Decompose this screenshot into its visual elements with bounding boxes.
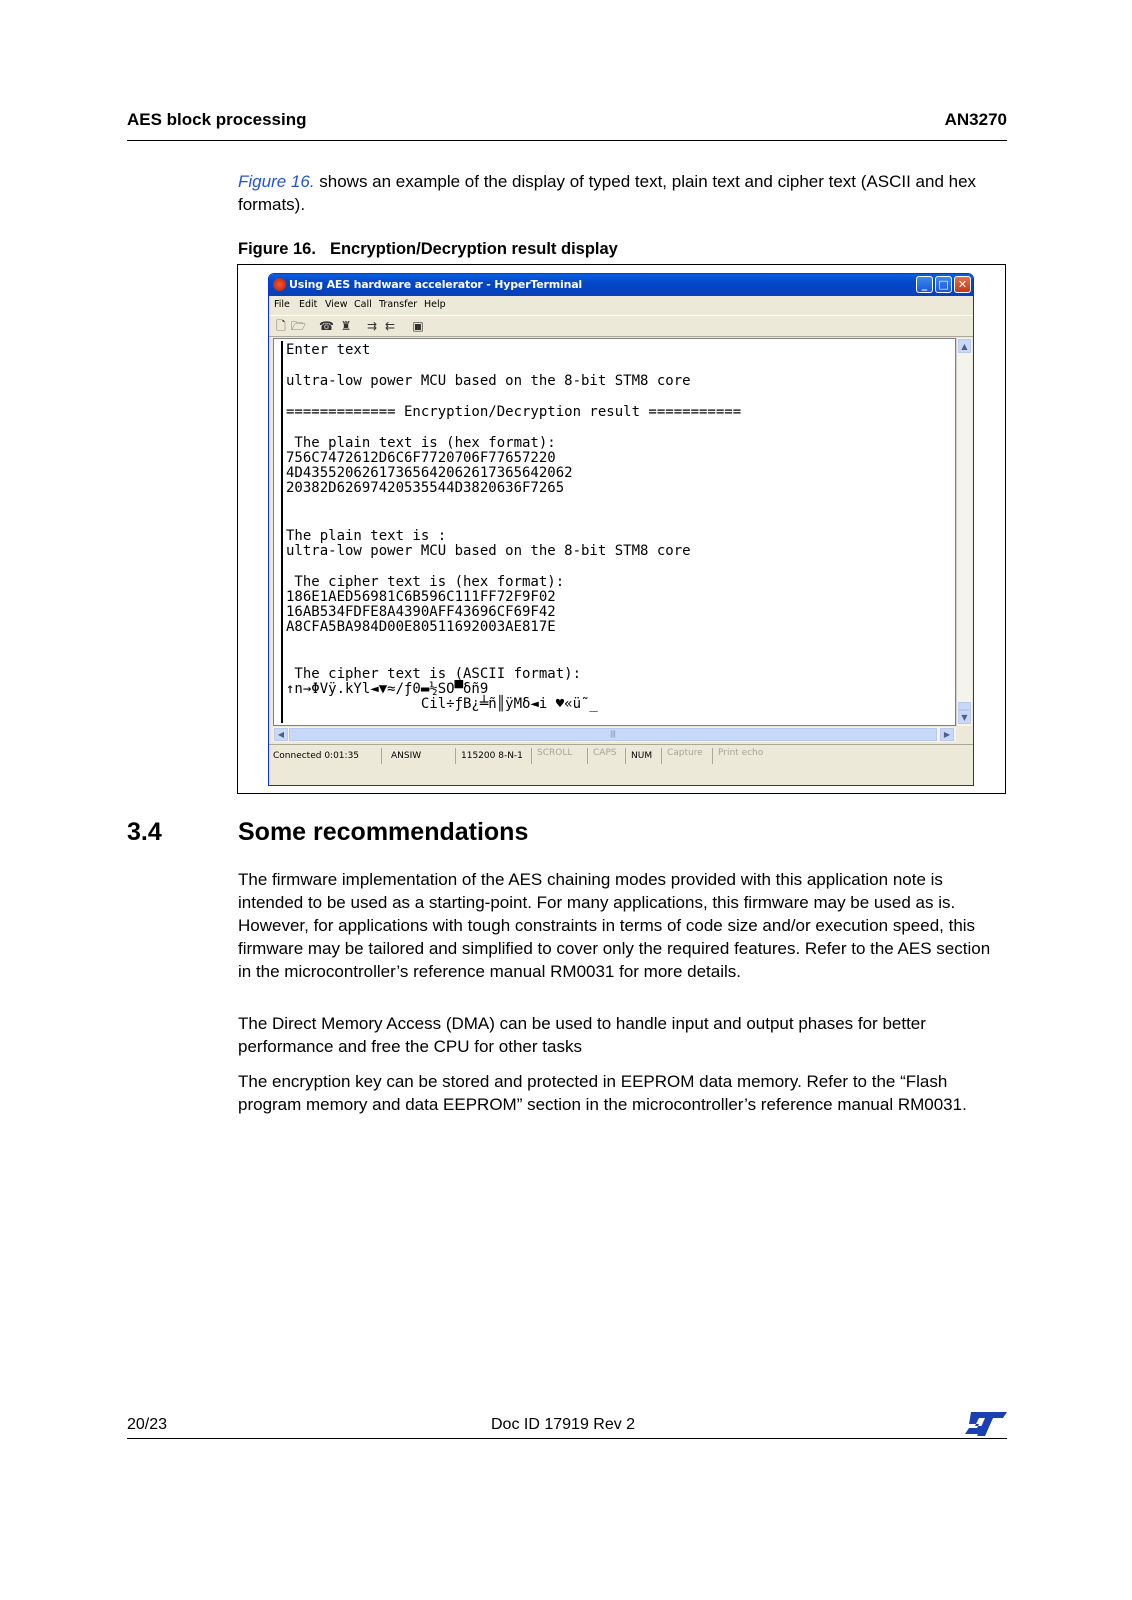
section-number: 3.4 [127, 818, 162, 846]
terminal-line: The plain text is (hex format): [286, 435, 556, 451]
page-number: 20/23 [127, 1416, 168, 1433]
figure-frame [237, 264, 1006, 794]
vertical-scrollbar[interactable] [956, 338, 972, 726]
terminal-line: 4D43552062617365642062617365642062 [286, 465, 573, 481]
status-divider [381, 748, 382, 764]
hyperterminal-window [268, 273, 974, 786]
scroll-left-icon[interactable]: ◀ [274, 728, 288, 741]
status-divider [455, 748, 456, 764]
menu-help[interactable]: Help [424, 299, 446, 310]
hyperterminal-app-icon[interactable] [273, 278, 286, 291]
status-emulation: ANSIW [391, 751, 422, 761]
status-connected: Connected 0:01:35 [273, 751, 360, 761]
menu-transfer[interactable]: Transfer [379, 299, 418, 310]
paragraph-eeprom: The encryption key can be stored and protected in EEPROM data memory. Refer to the “Flash program memory and data EEPROM” section in the microcontroller’s reference manual RM0031. [238, 1072, 967, 1114]
toolbar [269, 315, 973, 337]
terminal-line: The cipher text is (ASCII format): [286, 666, 582, 682]
page-footer [127, 1410, 1007, 1439]
terminal-area[interactable] [273, 338, 956, 726]
terminal-line: ============= Encryption/Decryption result =========== [286, 404, 742, 420]
terminal-line: The cipher text is (hex format): [286, 574, 565, 590]
header-doc-number: AN3270 [944, 110, 1007, 129]
window-title: Using AES hardware accelerator - HyperTerminal [289, 278, 583, 291]
title-bar[interactable] [269, 274, 973, 296]
status-divider [531, 748, 532, 764]
figure-title: Encryption/Decryption result display [329, 240, 618, 258]
scroll-right-icon[interactable]: ▶ [940, 728, 954, 741]
st-logo-icon [963, 1410, 1007, 1436]
menu-bar [269, 296, 973, 314]
status-print-echo: Print echo [718, 748, 764, 758]
paragraph-firmware: The firmware implementation of the AES chaining modes provided with this application note is intended to be used as a starting-point. For many applications, this firmware may be used as is. However, for applications with tough constraints in terms of code size and/or execution speed, this firmware may be tailored and simplified to cover only the required features. Refer to the AES section in the microcontroller’s reference manual RM0031 for more details. [238, 870, 991, 981]
figure-16-link[interactable]: Figure 16. [238, 172, 315, 191]
section-title: Some recommendations [238, 818, 529, 846]
terminal-line: Enter text [286, 342, 371, 358]
status-divider [661, 748, 662, 764]
status-caps: CAPS [593, 748, 617, 758]
status-capture: Capture [667, 748, 703, 758]
scroll-down-icon[interactable]: ▼ [958, 710, 971, 724]
doc-id: Doc ID 17919 Rev 2 [491, 1416, 636, 1433]
receive-icon[interactable]: ⇇ [384, 319, 396, 333]
close-button[interactable]: ✕ [954, 276, 971, 293]
terminal-line: A8CFA5BA984D00E80511692003AE817E [286, 619, 556, 635]
maximize-button[interactable]: □ [935, 276, 952, 293]
disconnect-icon[interactable]: ☎ [319, 319, 334, 333]
terminal-line: Cil÷ƒB¿╧ñ║ÿMδ◄i ♥«ü˜_ [286, 696, 598, 712]
terminal-line: ↑n→ΦVÿ.kYl◄▼≈/ƒ0▬½SO▀δñ9 [286, 681, 489, 697]
intro-paragraph [238, 170, 998, 216]
menu-call[interactable]: Call [354, 299, 372, 310]
status-divider [587, 748, 588, 764]
horizontal-scrollbar[interactable] [273, 727, 956, 742]
terminal-line: ultra-low power MCU based on the 8-bit STM8 core [286, 373, 691, 389]
status-bar [269, 744, 973, 769]
status-scroll: SCROLL [537, 748, 573, 758]
menu-edit[interactable]: Edit [299, 299, 318, 310]
figure-number: Figure 16. [238, 240, 316, 258]
new-icon[interactable]: 🗋 [276, 319, 286, 333]
terminal-line: 756C7472612D6C6F7720706F77657220 [286, 450, 556, 466]
status-divider [625, 748, 626, 764]
terminal-line: ultra-low power MCU based on the 8-bit STM8 core [286, 543, 691, 559]
send-icon[interactable]: ⇉ [366, 319, 378, 333]
terminal-line: 16AB534FDFE8A4390AFF43696CF69F42 [286, 604, 556, 620]
menu-view[interactable]: View [325, 299, 348, 310]
menu-file[interactable]: File [274, 299, 290, 310]
figure-caption [238, 240, 618, 259]
settings-icon[interactable]: ▣ [412, 319, 424, 333]
terminal-line: 186E1AED56981C6B596C111FF72F9F02 [286, 589, 556, 605]
status-num: NUM [631, 751, 653, 761]
vertical-scroll-thumb[interactable] [958, 702, 971, 710]
minimize-button[interactable]: _ [916, 276, 933, 293]
status-settings: 115200 8-N-1 [461, 751, 523, 761]
intro-text: shows an example of the display of typed text, plain text and cipher text (ASCII and hex formats). [238, 172, 977, 214]
header-section-title: AES block processing [127, 110, 307, 129]
terminal-margin-bar [281, 341, 283, 723]
paragraph-dma: The Direct Memory Access (DMA) can be used to handle input and output phases for better performance and free the CPU for other tasks [238, 1014, 926, 1056]
open-icon[interactable]: 🗁 [291, 319, 306, 333]
horizontal-scroll-thumb[interactable]: ||| [289, 728, 937, 741]
status-divider [712, 748, 713, 764]
page-header [127, 108, 1007, 141]
scroll-up-icon[interactable]: ▲ [958, 339, 971, 353]
properties-icon[interactable]: ♜ [340, 319, 352, 333]
terminal-line: The plain text is : [286, 528, 447, 544]
terminal-line: 20382D62697420535544D3820636F7265 [286, 480, 565, 496]
